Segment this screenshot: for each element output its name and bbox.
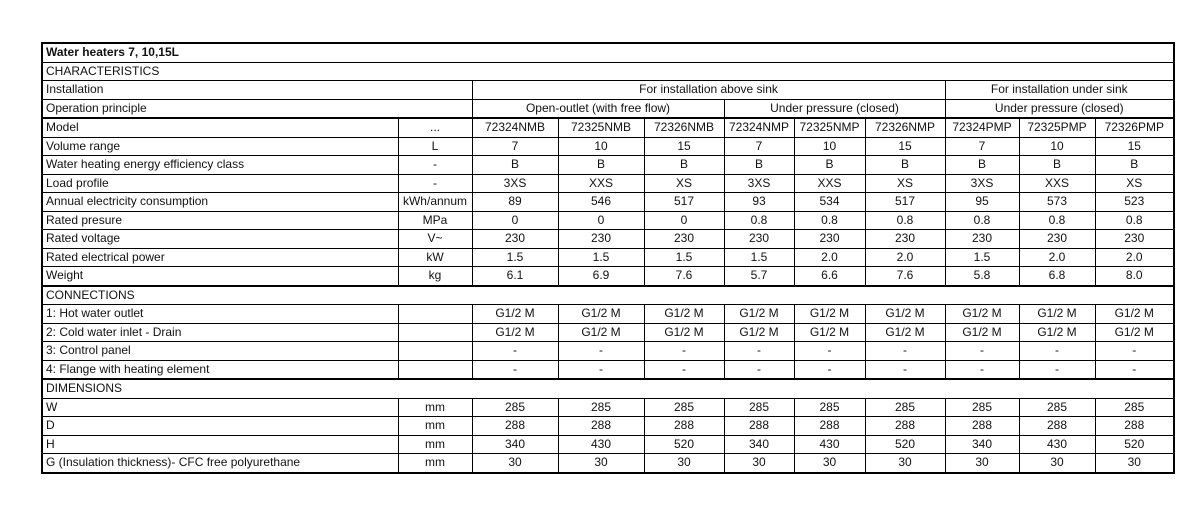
- section-dimensions: DIMENSIONS: [42, 379, 1174, 398]
- value-cell: 72326PMP: [1095, 118, 1174, 137]
- value-cell: 288: [472, 417, 558, 436]
- value-cell: G1/2 M: [865, 305, 945, 324]
- value-cell: -: [1019, 342, 1095, 361]
- value-cell: 546: [558, 193, 644, 212]
- value-cell: B: [794, 156, 865, 175]
- value-cell: 6.8: [1019, 267, 1095, 286]
- value-cell: 0.8: [865, 211, 945, 230]
- value-cell: 3XS: [724, 174, 794, 193]
- row-label: G (Insulation thickness)- CFC free polyurethane: [42, 454, 398, 473]
- value-cell: 520: [1095, 435, 1174, 454]
- row-label: Water heating energy efficiency class: [42, 156, 398, 175]
- row-label: Weight: [42, 267, 398, 286]
- row-label: Model: [42, 118, 398, 137]
- row-unit: mm: [398, 417, 472, 436]
- value-cell: 30: [1019, 454, 1095, 473]
- value-cell: 0.8: [1095, 211, 1174, 230]
- value-cell: 430: [558, 435, 644, 454]
- table-row: [42, 454, 1174, 473]
- value-cell: 288: [794, 417, 865, 436]
- row-unit: -: [398, 174, 472, 193]
- value-cell: -: [472, 360, 558, 379]
- value-cell: 95: [945, 193, 1019, 212]
- value-cell: 30: [724, 454, 794, 473]
- row-unit: MPa: [398, 211, 472, 230]
- value-cell: B: [1019, 156, 1095, 175]
- section-connections: CONNECTIONS: [42, 286, 1174, 305]
- value-cell: 288: [865, 417, 945, 436]
- value-cell: 6.6: [794, 267, 865, 286]
- value-cell: 0.8: [1019, 211, 1095, 230]
- row-label: 1: Hot water outlet: [42, 305, 398, 324]
- value-cell: 7: [724, 137, 794, 156]
- table-row: [42, 398, 1174, 417]
- row-label: D: [42, 417, 398, 436]
- table-row: [42, 360, 1174, 379]
- value-cell: B: [865, 156, 945, 175]
- value-cell: XS: [865, 174, 945, 193]
- value-cell: XXS: [1019, 174, 1095, 193]
- value-cell: XXS: [794, 174, 865, 193]
- table-row: [42, 342, 1174, 361]
- value-cell: -: [865, 360, 945, 379]
- value-cell: 523: [1095, 193, 1174, 212]
- table-row: [42, 267, 1174, 286]
- value-cell: 285: [865, 398, 945, 417]
- table-row: [42, 193, 1174, 212]
- value-cell: 5.8: [945, 267, 1019, 286]
- row-unit: [398, 360, 472, 379]
- operation-under-pressure-above: Under pressure (closed): [724, 99, 945, 118]
- value-cell: 517: [644, 193, 724, 212]
- value-cell: 1.5: [558, 248, 644, 267]
- value-cell: 285: [794, 398, 865, 417]
- value-cell: B: [472, 156, 558, 175]
- value-cell: 72324PMP: [945, 118, 1019, 137]
- value-cell: 72325PMP: [1019, 118, 1095, 137]
- value-cell: -: [1095, 342, 1174, 361]
- value-cell: 10: [1019, 137, 1095, 156]
- value-cell: 7.6: [865, 267, 945, 286]
- value-cell: 15: [644, 137, 724, 156]
- value-cell: 230: [865, 230, 945, 249]
- value-cell: -: [794, 360, 865, 379]
- value-cell: 285: [945, 398, 1019, 417]
- value-cell: 7: [945, 137, 1019, 156]
- value-cell: -: [644, 342, 724, 361]
- value-cell: B: [724, 156, 794, 175]
- value-cell: 30: [472, 454, 558, 473]
- value-cell: G1/2 M: [644, 323, 724, 342]
- value-cell: 340: [472, 435, 558, 454]
- value-cell: 230: [794, 230, 865, 249]
- value-cell: 10: [558, 137, 644, 156]
- value-cell: 5.7: [724, 267, 794, 286]
- value-cell: 0: [472, 211, 558, 230]
- value-cell: 2.0: [865, 248, 945, 267]
- value-cell: G1/2 M: [644, 305, 724, 324]
- value-cell: -: [1095, 360, 1174, 379]
- table-row: [42, 230, 1174, 249]
- value-cell: 6.1: [472, 267, 558, 286]
- installation-label: Installation: [42, 81, 472, 100]
- value-cell: 0: [644, 211, 724, 230]
- value-cell: 2.0: [1095, 248, 1174, 267]
- row-unit: mm: [398, 398, 472, 417]
- value-cell: 288: [724, 417, 794, 436]
- value-cell: G1/2 M: [794, 323, 865, 342]
- value-cell: 340: [945, 435, 1019, 454]
- table-row: [42, 211, 1174, 230]
- table-row: [42, 248, 1174, 267]
- value-cell: -: [794, 342, 865, 361]
- operation-open-outlet: Open-outlet (with free flow): [472, 99, 724, 118]
- table-row: [42, 137, 1174, 156]
- value-cell: 93: [724, 193, 794, 212]
- value-cell: 285: [1019, 398, 1095, 417]
- row-label: Volume range: [42, 137, 398, 156]
- value-cell: 30: [945, 454, 1019, 473]
- value-cell: 0.8: [945, 211, 1019, 230]
- value-cell: G1/2 M: [472, 305, 558, 324]
- value-cell: 72326NMB: [644, 118, 724, 137]
- value-cell: 230: [644, 230, 724, 249]
- value-cell: 15: [865, 137, 945, 156]
- table-row: [42, 174, 1174, 193]
- value-cell: G1/2 M: [1019, 305, 1095, 324]
- row-unit: [398, 342, 472, 361]
- value-cell: 7.6: [644, 267, 724, 286]
- table-row: [42, 118, 1174, 137]
- value-cell: -: [945, 360, 1019, 379]
- row-unit: -: [398, 156, 472, 175]
- value-cell: 3XS: [945, 174, 1019, 193]
- row-label: Annual electricity consumption: [42, 193, 398, 212]
- value-cell: -: [558, 360, 644, 379]
- table-row: [42, 417, 1174, 436]
- installation-above-sink: For installation above sink: [472, 81, 945, 100]
- value-cell: 6.9: [558, 267, 644, 286]
- value-cell: 30: [644, 454, 724, 473]
- value-cell: G1/2 M: [945, 323, 1019, 342]
- value-cell: 2.0: [794, 248, 865, 267]
- operation-label: Operation principle: [42, 99, 472, 118]
- value-cell: 72326NMP: [865, 118, 945, 137]
- value-cell: 230: [472, 230, 558, 249]
- value-cell: G1/2 M: [558, 305, 644, 324]
- value-cell: 30: [865, 454, 945, 473]
- value-cell: 534: [794, 193, 865, 212]
- row-unit: L: [398, 137, 472, 156]
- value-cell: 520: [865, 435, 945, 454]
- value-cell: -: [724, 360, 794, 379]
- value-cell: -: [1019, 360, 1095, 379]
- value-cell: 15: [1095, 137, 1174, 156]
- value-cell: 7: [472, 137, 558, 156]
- value-cell: 340: [724, 435, 794, 454]
- value-cell: 72325NMP: [794, 118, 865, 137]
- table-row: [42, 305, 1174, 324]
- value-cell: 230: [558, 230, 644, 249]
- value-cell: 30: [1095, 454, 1174, 473]
- row-unit: V~: [398, 230, 472, 249]
- value-cell: -: [865, 342, 945, 361]
- operation-under-pressure-under: Under pressure (closed): [945, 99, 1174, 118]
- value-cell: 10: [794, 137, 865, 156]
- installation-under-sink: For installation under sink: [945, 81, 1174, 100]
- value-cell: 230: [1095, 230, 1174, 249]
- value-cell: 285: [472, 398, 558, 417]
- value-cell: G1/2 M: [1019, 323, 1095, 342]
- table-row: [42, 156, 1174, 175]
- row-label: Load profile: [42, 174, 398, 193]
- row-label: Rated electrical power: [42, 248, 398, 267]
- value-cell: 285: [644, 398, 724, 417]
- value-cell: G1/2 M: [794, 305, 865, 324]
- value-cell: 288: [644, 417, 724, 436]
- value-cell: G1/2 M: [472, 323, 558, 342]
- section-characteristics: CHARACTERISTICS: [42, 62, 1174, 81]
- table-row: [42, 323, 1174, 342]
- value-cell: 72325NMB: [558, 118, 644, 137]
- value-cell: 0.8: [724, 211, 794, 230]
- value-cell: 30: [558, 454, 644, 473]
- value-cell: B: [558, 156, 644, 175]
- row-label: Rated voltage: [42, 230, 398, 249]
- table-title: Water heaters 7, 10,15L: [42, 43, 1174, 62]
- value-cell: 288: [1019, 417, 1095, 436]
- value-cell: 285: [1095, 398, 1174, 417]
- row-unit: mm: [398, 454, 472, 473]
- row-unit: kg: [398, 267, 472, 286]
- row-unit: [398, 305, 472, 324]
- row-label: H: [42, 435, 398, 454]
- value-cell: 285: [724, 398, 794, 417]
- value-cell: 288: [558, 417, 644, 436]
- value-cell: -: [558, 342, 644, 361]
- value-cell: G1/2 M: [1095, 305, 1174, 324]
- row-label: 4: Flange with heating element: [42, 360, 398, 379]
- row-unit: [398, 323, 472, 342]
- value-cell: 1.5: [472, 248, 558, 267]
- value-cell: G1/2 M: [865, 323, 945, 342]
- value-cell: 2.0: [1019, 248, 1095, 267]
- value-cell: B: [644, 156, 724, 175]
- value-cell: 30: [794, 454, 865, 473]
- value-cell: XS: [644, 174, 724, 193]
- value-cell: G1/2 M: [945, 305, 1019, 324]
- table-row: [42, 435, 1174, 454]
- value-cell: 430: [1019, 435, 1095, 454]
- value-cell: G1/2 M: [724, 305, 794, 324]
- value-cell: 72324NMP: [724, 118, 794, 137]
- value-cell: -: [472, 342, 558, 361]
- value-cell: -: [644, 360, 724, 379]
- value-cell: 517: [865, 193, 945, 212]
- row-label: W: [42, 398, 398, 417]
- value-cell: 520: [644, 435, 724, 454]
- value-cell: 1.5: [945, 248, 1019, 267]
- row-label: 3: Control panel: [42, 342, 398, 361]
- value-cell: G1/2 M: [724, 323, 794, 342]
- value-cell: 3XS: [472, 174, 558, 193]
- value-cell: G1/2 M: [558, 323, 644, 342]
- row-unit: mm: [398, 435, 472, 454]
- value-cell: B: [1095, 156, 1174, 175]
- row-unit: kW: [398, 248, 472, 267]
- value-cell: 0: [558, 211, 644, 230]
- value-cell: 8.0: [1095, 267, 1174, 286]
- value-cell: 89: [472, 193, 558, 212]
- value-cell: 0.8: [794, 211, 865, 230]
- row-label: Rated presure: [42, 211, 398, 230]
- value-cell: 72324NMB: [472, 118, 558, 137]
- row-label: 2: Cold water inlet - Drain: [42, 323, 398, 342]
- value-cell: 230: [945, 230, 1019, 249]
- value-cell: 230: [724, 230, 794, 249]
- value-cell: 430: [794, 435, 865, 454]
- value-cell: -: [945, 342, 1019, 361]
- value-cell: XS: [1095, 174, 1174, 193]
- value-cell: 288: [945, 417, 1019, 436]
- value-cell: G1/2 M: [1095, 323, 1174, 342]
- value-cell: B: [945, 156, 1019, 175]
- row-unit: kWh/annum: [398, 193, 472, 212]
- value-cell: XXS: [558, 174, 644, 193]
- value-cell: 288: [1095, 417, 1174, 436]
- value-cell: 1.5: [724, 248, 794, 267]
- row-unit: ...: [398, 118, 472, 137]
- water-heaters-spec-table: [41, 42, 1175, 474]
- value-cell: -: [724, 342, 794, 361]
- value-cell: 573: [1019, 193, 1095, 212]
- value-cell: 1.5: [644, 248, 724, 267]
- value-cell: 285: [558, 398, 644, 417]
- value-cell: 230: [1019, 230, 1095, 249]
